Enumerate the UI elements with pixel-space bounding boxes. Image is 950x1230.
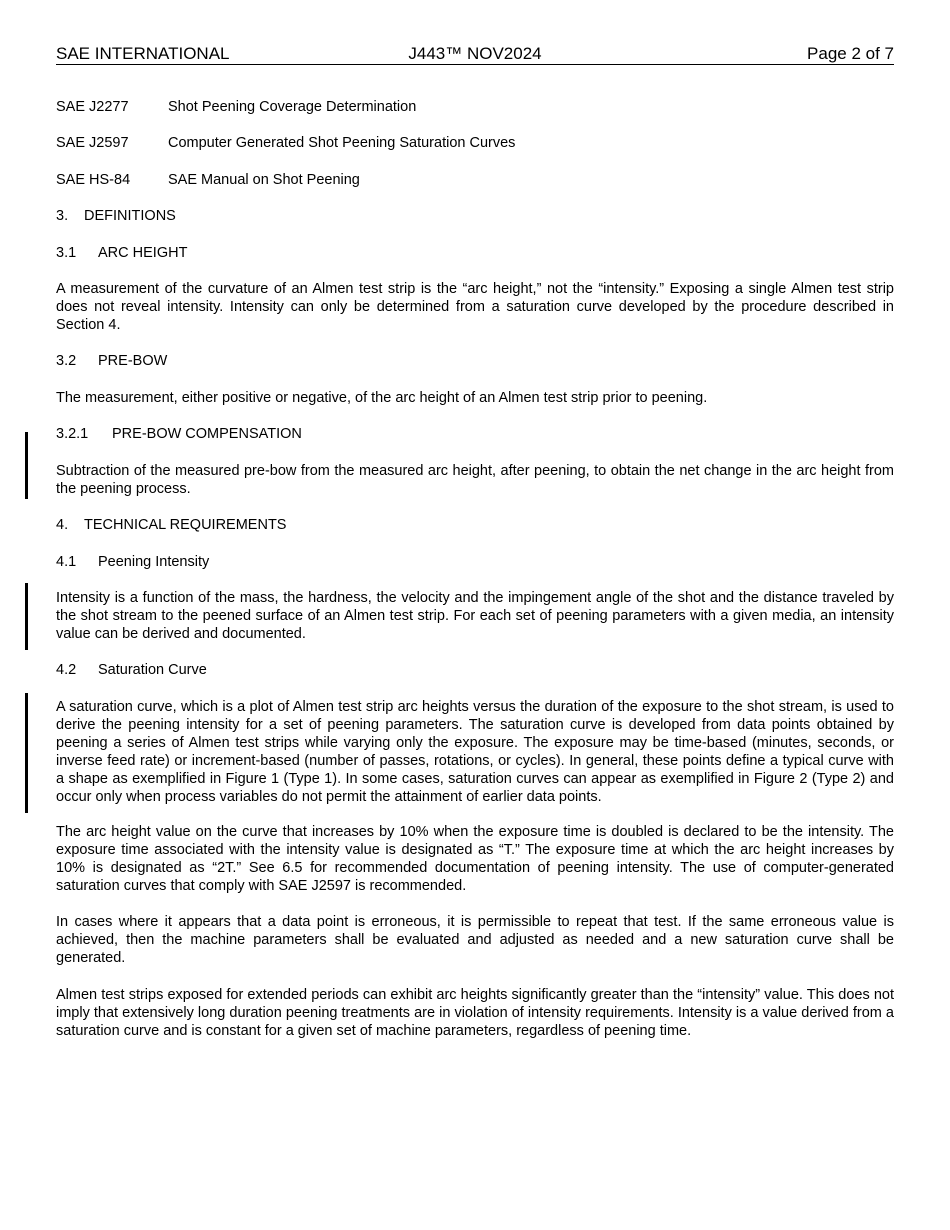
section-title: DEFINITIONS <box>84 208 176 224</box>
reference-code: SAE J2597 <box>56 135 129 151</box>
section-title: PRE-BOW <box>98 353 168 369</box>
section-heading-3-2-1 <box>56 425 894 443</box>
paragraph-pre-bow-compensation: Subtraction of the measured pre-bow from the measured arc height, after peening, to obtain the net change in the arc height from the peening process. <box>56 463 894 497</box>
reference-title: SAE Manual on Shot Peening <box>168 172 360 188</box>
section-title: PRE-BOW COMPENSATION <box>112 426 302 442</box>
section-heading-3-2 <box>56 352 894 370</box>
reference-row <box>56 134 894 152</box>
header-org: SAE INTERNATIONAL <box>56 44 230 63</box>
paragraph-saturation-curve-3: In cases where it appears that a data point is erroneous, it is permissible to repeat that test. If the same erroneous value is achieved, then the machine parameters shall be evaluated and adjusted as needed and a new saturation curve shall be generated. <box>56 914 894 966</box>
section-title: Peening Intensity <box>98 554 210 570</box>
reference-title: Shot Peening Coverage Determination <box>168 99 417 115</box>
reference-row <box>56 98 894 116</box>
section-title: TECHNICAL REQUIREMENTS <box>84 517 287 533</box>
section-number: 3.2 <box>56 353 77 369</box>
section-heading-3-1 <box>56 244 894 262</box>
header-page-number: Page 2 of 7 <box>807 44 894 63</box>
section-heading-3 <box>56 207 894 225</box>
paragraph-saturation-curve-4: Almen test strips exposed for extended periods can exhibit arc heights significantly greater than the “intensity” value. This does not imply that extensively long duration peening treatments are in violation of intensity requirements. Intensity is a value derived from a saturation curve and is constant for a given set of machine parameters, regardless of peening time. <box>56 987 894 1039</box>
section-heading-4 <box>56 516 894 534</box>
revision-bar <box>25 693 28 813</box>
reference-row <box>56 171 894 189</box>
reference-code: SAE HS-84 <box>56 172 131 188</box>
section-number: 3. <box>56 208 69 224</box>
reference-code: SAE J2277 <box>56 99 129 115</box>
revision-bar <box>25 583 28 650</box>
revision-bar <box>25 432 28 499</box>
paragraph-saturation-curve-1: A saturation curve, which is a plot of Almen test strip arc heights versus the duration of the exposure to the shot stream, is used to derive the peening intensity for a set of peening parameters. The saturation curve is developed from data points obtained by peening a series of Almen test strips while varying only the exposure. The exposure may be time-based (minutes, seconds, or inverse feed rate) or increment-based (number of passes, rotations, or cycles). In general, these points define a typical curve with a shape as exemplified in Figure 1 (Type 1). In some cases, saturation curves can appear as exemplified in Figure 2 (Type 2) and occur only when process variables do not permit the attainment of earlier data points. <box>56 699 894 805</box>
section-heading-4-1 <box>56 553 894 571</box>
section-number: 4. <box>56 517 69 533</box>
reference-title: Computer Generated Shot Peening Saturation Curves <box>168 135 516 151</box>
section-title: ARC HEIGHT <box>98 245 188 261</box>
paragraph-peening-intensity: Intensity is a function of the mass, the hardness, the velocity and the impingement angle of the shot and the distance traveled by the shot stream to the peened surface of an Almen test strip. For each set of peening parameters with a given media, an intensity value can be derived and documented. <box>56 590 894 642</box>
section-number: 3.1 <box>56 245 77 261</box>
paragraph-saturation-curve-2: The arc height value on the curve that increases by 10% when the exposure time is doubled is declared to be the intensity. The exposure time associated with the intensity value is designated as “T.” The exposure time at which the arc height increases by 10% is designated as “2T.” See 6.5 for recommended documentation of peening intensity. The use of computer-generated saturation curves that comply with SAE J2597 is recommended. <box>56 824 894 894</box>
section-title: Saturation Curve <box>98 662 207 678</box>
paragraph-arc-height: A measurement of the curvature of an Almen test strip is the “arc height,” not the “intensity.” Exposing a single Almen test strip does not reveal intensity. Intensity can only be determined from a saturation curve developed by the procedure described in Section 4. <box>56 281 894 333</box>
header-doc-id: J443™ NOV2024 <box>408 44 542 63</box>
section-number: 3.2.1 <box>56 426 89 442</box>
paragraph-pre-bow: The measurement, either positive or negative, of the arc height of an Almen test strip prior to peening. <box>56 390 708 406</box>
page-header <box>56 44 894 65</box>
section-heading-4-2 <box>56 661 894 679</box>
section-number: 4.2 <box>56 662 77 678</box>
section-number: 4.1 <box>56 554 77 570</box>
